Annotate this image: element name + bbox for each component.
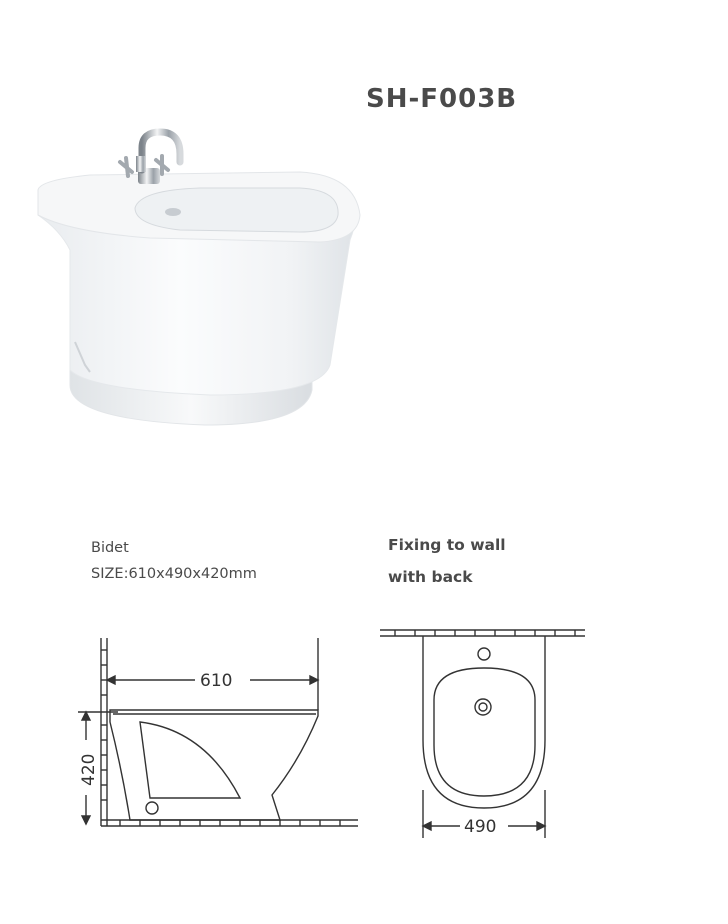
height-dimension: 420 bbox=[79, 753, 99, 786]
install-line-1: Fixing to wall bbox=[388, 536, 506, 554]
model-title: SH-F003B bbox=[366, 84, 518, 114]
length-dimension: 610 bbox=[200, 671, 233, 691]
install-line-2: with back bbox=[388, 568, 473, 586]
width-dimension: 490 bbox=[464, 817, 497, 837]
product-name: Bidet bbox=[91, 540, 129, 556]
product-size: SIZE:610x490x420mm bbox=[91, 566, 257, 582]
